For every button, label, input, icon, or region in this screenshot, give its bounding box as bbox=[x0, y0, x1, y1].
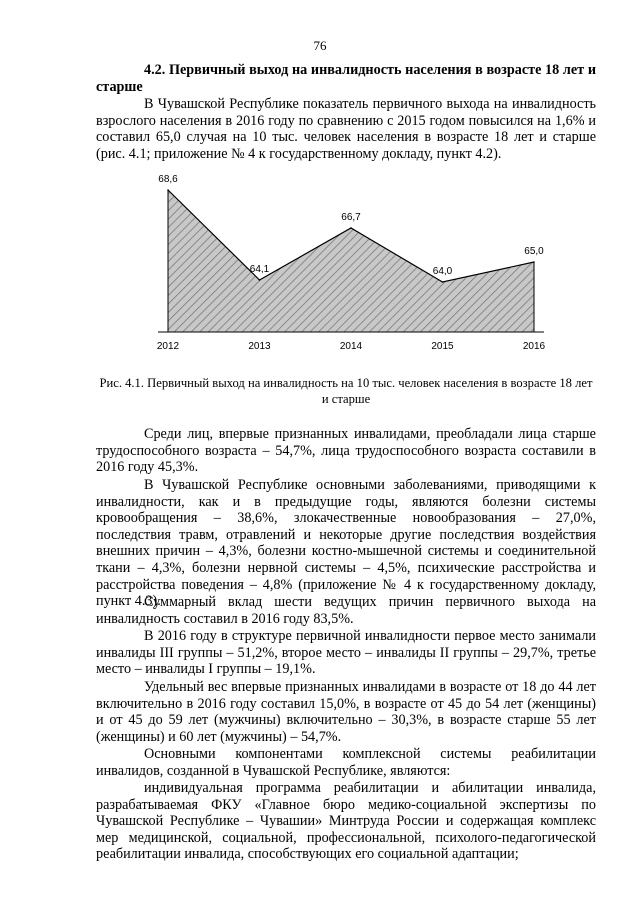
data-label-2012: 68,6 bbox=[158, 174, 178, 185]
paragraph-age-share: Удельный вес впервые признанных инвалидами в возрасте от 18 до 44 лет включительно в 2016 году составил 15,0%, в возрасте от 45 до 54 лет (женщины) и от 45 до 59 лет (мужчины) включительно – 30,3%, в возрасте старше 55 лет (женщины) и 60 лет (мужчины) – 54,7%. bbox=[96, 679, 596, 745]
paragraph-age-groups: Среди лиц, впервые признанных инвалидами, преобладали лица старше трудоспособного возраста – 54,7%, лица трудоспособного возраста составили в 2016 году 45,3%. bbox=[96, 426, 596, 476]
area-chart bbox=[96, 172, 586, 362]
x-tick-label-2014: 2014 bbox=[339, 341, 363, 352]
data-label-2014: 66,7 bbox=[341, 212, 361, 223]
data-label-2015: 64,0 bbox=[432, 266, 453, 277]
paragraph-individual-program: индивидуальная программа реабилитации и абилитации инвалида, разрабатываемая ФКУ «Главное бюро медико-социальной экспертизы по Чувашской Республике – Чувашии» Минтруда России и содержащая комплекс мер медицинской, социальной, профессиональной, психолого-педагогической реабилитации инвалида, способствующих его социальной адаптации; bbox=[96, 780, 596, 863]
data-point-2016 bbox=[533, 261, 535, 263]
data-label-2016: 65,0 bbox=[524, 246, 544, 257]
section-heading: 4.2. Первичный выход на инвалидность населения в возрасте 18 лет и старше bbox=[96, 62, 596, 95]
intro-paragraph: В Чувашской Республике показатель первичного выхода на инвалидность взрослого населения в 2016 году по сравнению с 2015 годом повысился на 1,6% и составил 65,0 случая на 10 тыс. человек населения в возрасте 18 лет и старше (рис. 4.1; приложение № 4 к государственному докладу, пункт 4.2). bbox=[96, 96, 596, 162]
paragraph-disability-groups: В 2016 году в структуре первичной инвалидности первое место занимали инвалиды III группы – 51,2%, второе место – инвалиды II группы – 29,7%, третье место – инвалиды I группы – 19,1%. bbox=[96, 628, 596, 678]
paragraph-diseases: В Чувашской Республике основными заболеваниями, приводящими к инвалидности, как и в предыдущие годы, являются болезни системы кровообращения – 38,6%, злокачественные новообразования – 27,0%, последствия травм, отравлений и некоторые другие последствия воздействия внешних причин – 4,3%, болезни костно-мышечной системы и соединительной ткани – 4,3%, болезни нервной системы – 4,5%, психические расстройства и расстройства поведения – 4,8% (приложение № 4 к государственному докладу, пункт 4.3). bbox=[96, 477, 596, 610]
x-tick-label-2013: 2013 bbox=[248, 341, 271, 352]
x-tick-label-2015: 2015 bbox=[431, 341, 454, 352]
page-number: 76 bbox=[313, 38, 327, 53]
data-label-2013: 64,1 bbox=[249, 264, 270, 275]
figure-caption: Рис. 4.1. Первичный выход на инвалидность на 10 тыс. человек населения в возрасте 18 лет и старше bbox=[99, 376, 593, 406]
x-tick-label-2012: 2012 bbox=[156, 341, 180, 352]
paragraph-rehab-components: Основными компонентами комплексной системы реабилитации инвалидов, созданной в Чувашской Республике, являются: bbox=[96, 746, 596, 779]
paragraph-total-contribution: Суммарный вклад шести ведущих причин первичного выхода на инвалидность составил в 2016 году 83,5%. bbox=[96, 594, 596, 627]
x-tick-label-2016: 2016 bbox=[522, 341, 546, 352]
data-point-2015 bbox=[442, 281, 444, 283]
data-point-2014 bbox=[350, 227, 352, 229]
data-point-2013 bbox=[259, 279, 261, 281]
data-point-2012 bbox=[167, 189, 169, 191]
